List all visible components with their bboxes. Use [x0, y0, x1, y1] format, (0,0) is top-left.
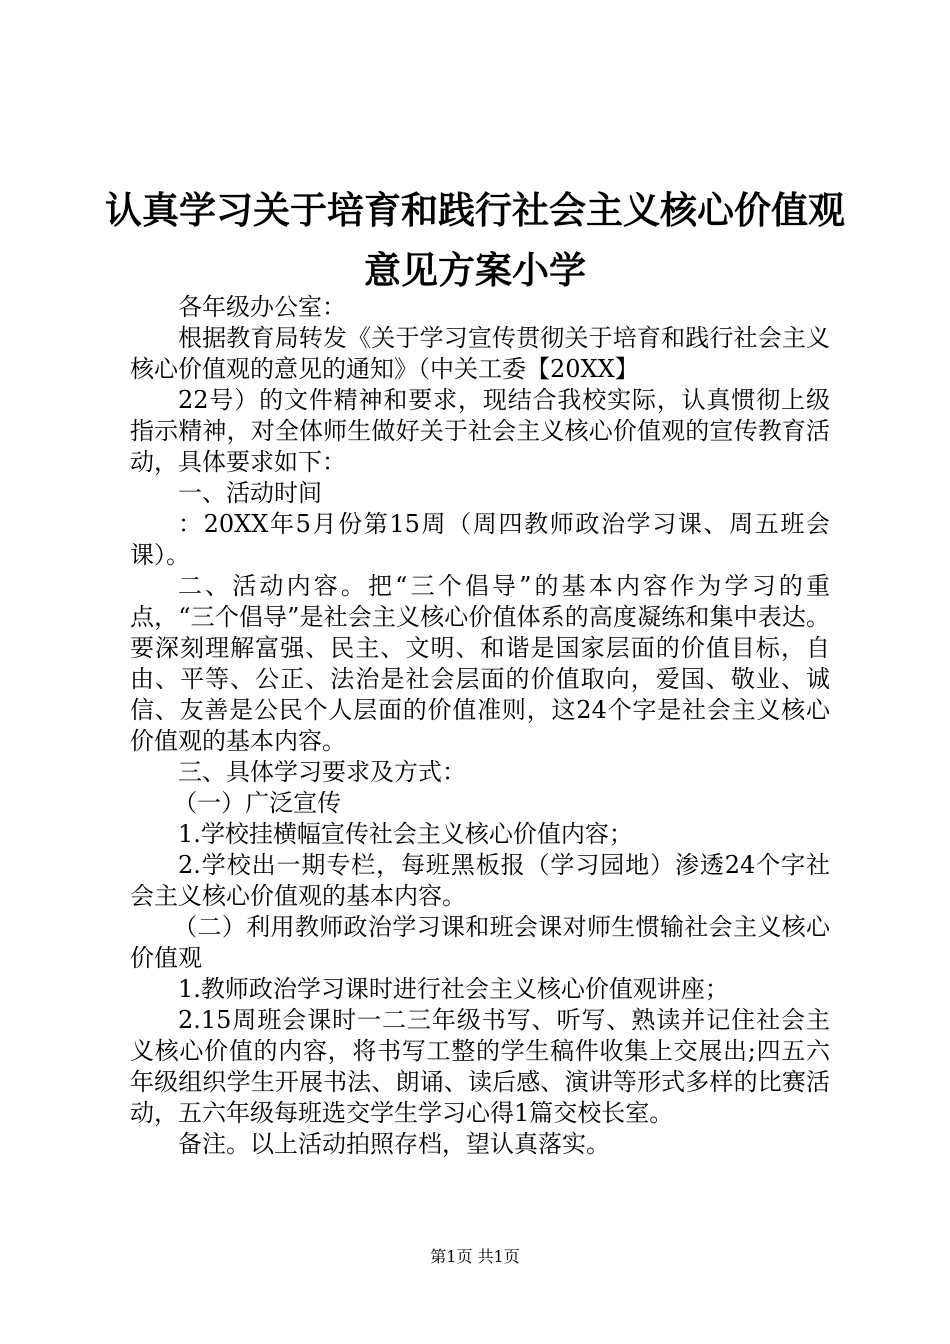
paragraph-activity-time: ：20XX年5月份第15周（周四教师政治学习课、周五班会课）。	[130, 510, 830, 569]
list-item-lecture: 1.教师政治学习课时进行社会主义核心价值观讲座；	[178, 975, 729, 1003]
paragraph-intro: 根据教育局转发《关于学习宣传贯彻关于培育和践行社会主义核心价值观的意见的通知》（中关工委【20XX】	[130, 324, 830, 383]
list-item-column: 2.学校出一期专栏，每班黑板报（学习园地）渗透24个字社会主义核心价值观的基本内容。	[130, 851, 830, 910]
list-item-week15: 2.15周班会课时一二三年级书写、听写、熟读并记住社会主义核心价值的内容，将书写工整的学生稿件收集上交展出;四五六年级组织学生开展书法、朗诵、读后感、演讲等形式多样的比赛活动，五六年级每班选交学生学习心得1篇交校长室。	[130, 1006, 830, 1127]
document-body	[130, 292, 830, 1160]
heading-study-requirements: 三、具体学习要求及方式：	[178, 758, 466, 786]
subheading-publicity: （一）广泛宣传	[173, 789, 342, 817]
paragraph-remark: 备注。以上活动拍照存档，望认真落实。	[178, 1130, 610, 1158]
salutation: 各年级办公室：	[178, 293, 346, 321]
list-item-banner: 1.学校挂横幅宣传社会主义核心价值内容；	[178, 820, 633, 848]
document-title-line-1: 认真学习关于培育和践行社会主义核心价值观	[105, 188, 845, 232]
page-footer: 第1页 共1页	[430, 1247, 520, 1266]
heading-activity-time: 一、活动时间	[178, 479, 322, 507]
paragraph-activity-content: 二、活动内容。把“三个倡导”的基本内容作为学习的重点，“三个倡导”是社会主义核心价值体系的高度凝练和集中表达。要深刻理解富强、民主、文明、和谐是国家层面的价值目标，自由、平等、公正、法治是社会层面的价值取向，爱国、敬业、诚信、友善是公民个人层面的价值准则，这24个字是社会主义核心价值观的基本内容。	[130, 572, 830, 755]
paragraph-requirements: 22号）的文件精神和要求，现结合我校实际，认真惯彻上级指示精神，对全体师生做好关于社会主义核心价值观的宣传教育活动，具体要求如下：	[130, 386, 830, 476]
subheading-class-meeting: （二）利用教师政治学习课和班会课对师生惯输社会主义核心价值观	[130, 913, 830, 972]
document-title-line-2: 意见方案小学	[364, 248, 586, 292]
